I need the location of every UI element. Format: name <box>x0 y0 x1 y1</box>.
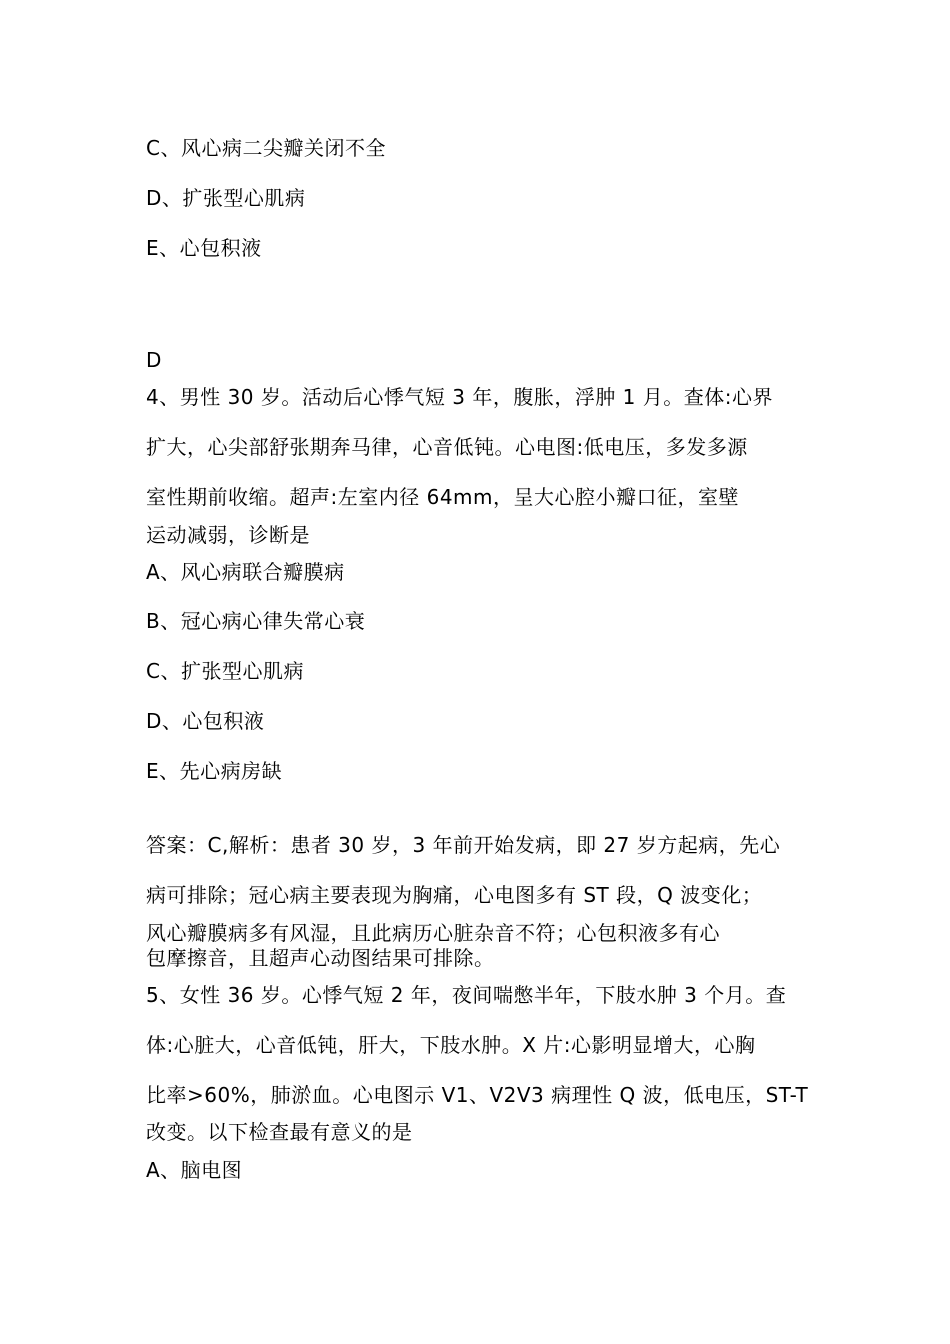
option-c: C、风心病二尖瓣关闭不全 <box>146 136 386 160</box>
question-stem-line: 4、男性 30 岁。活动后心悸气短 3 年，腹胀，浮肿 1 月。查体:心界 <box>146 385 774 409</box>
question-stem-line: 改变。以下检查最有意义的是 <box>146 1120 413 1144</box>
answer-explanation-line: 包摩擦音，且超声心动图结果可排除。 <box>146 946 495 970</box>
question-stem-line: 扩大，心尖部舒张期奔马律，心音低钝。心电图:低电压，多发多源 <box>146 435 748 459</box>
question-stem-line: 比率>60%，肺淤血。心电图示 V1、V2V3 病理性 Q 波，低电压，ST-T <box>146 1083 809 1107</box>
option-a: A、脑电图 <box>146 1158 243 1182</box>
option-c: C、扩张型心肌病 <box>146 659 304 683</box>
question-stem-line: 室性期前收缩。超声:左室内径 64mm，呈大心腔小瓣口征，室壁 <box>146 485 740 509</box>
answer-explanation-line: 病可排除；冠心病主要表现为胸痛，心电图多有 ST 段，Q 波变化； <box>146 883 763 907</box>
question-stem-line: 运动减弱，诊断是 <box>146 523 310 547</box>
answer-label: D <box>146 348 162 372</box>
option-d: D、扩张型心肌病 <box>146 186 306 210</box>
option-e: E、先心病房缺 <box>146 759 283 783</box>
option-a: A、风心病联合瓣膜病 <box>146 560 345 584</box>
question-stem-line: 体:心脏大，心音低钝，肝大，下肢水肿。X 片:心影明显增大，心胸 <box>146 1033 756 1057</box>
option-d: D、心包积液 <box>146 709 265 733</box>
question-stem-line: 5、女性 36 岁。心悸气短 2 年，夜间喘憋半年，下肢水肿 3 个月。查 <box>146 983 787 1007</box>
answer-explanation-line: 答案：C,解析：患者 30 岁，3 年前开始发病，即 27 岁方起病，先心 <box>146 833 781 857</box>
option-b: B、冠心病心律失常心衰 <box>146 609 366 633</box>
answer-explanation-line: 风心瓣膜病多有风湿，且此病历心脏杂音不符；心包积液多有心 <box>146 921 720 945</box>
option-e: E、心包积液 <box>146 236 262 260</box>
